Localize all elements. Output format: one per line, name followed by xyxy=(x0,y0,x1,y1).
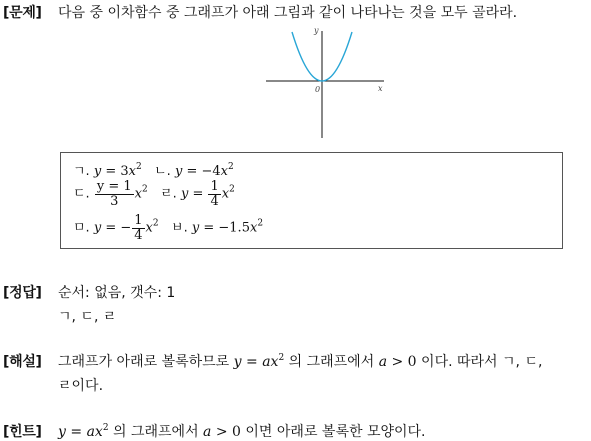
choice-row-1 xyxy=(73,160,234,179)
choice-lhs: y xyxy=(93,220,102,236)
choices-box xyxy=(60,152,563,249)
choice-mark: ㄱ. xyxy=(73,164,90,179)
hint-post: 이면 아래로 볼록한 모양이다. xyxy=(240,424,426,440)
answer-label: [정답] xyxy=(3,285,42,301)
choice-exp: 2 xyxy=(152,218,159,229)
choice-var: x xyxy=(134,186,142,202)
origin-label: 0 xyxy=(315,85,321,94)
explanation-line-1 xyxy=(58,351,542,371)
choice-exp: 2 xyxy=(141,184,148,195)
choice-var: x xyxy=(220,164,228,179)
choice-eq: = −1.5 xyxy=(199,220,250,236)
choice-lhs: y xyxy=(180,186,189,202)
parabola-graph xyxy=(262,27,386,139)
answer-value: ㄱ, ㄷ, ㄹ xyxy=(58,309,117,325)
fraction xyxy=(95,180,134,208)
hint-mid: 의 그래프에서 xyxy=(108,424,204,440)
explanation-post: 이다. 따라서 ㄱ, ㄷ, xyxy=(416,354,543,370)
choice-eq: = 3 xyxy=(101,164,129,179)
choice-mark: ㄴ. xyxy=(154,164,171,179)
y-axis-label: y xyxy=(314,27,319,35)
formula-eq: = xyxy=(241,354,263,370)
fraction-numerator: y = 1 xyxy=(96,179,132,194)
explanation-label: [해설] xyxy=(3,354,42,370)
choice-mark: ㅂ. xyxy=(171,220,188,236)
problem-label: [문제] xyxy=(3,5,42,21)
x-axis-label: x xyxy=(378,84,383,93)
formula-exp: 2 xyxy=(102,423,109,433)
fraction xyxy=(208,180,220,208)
choice-mark: ㅁ. xyxy=(73,220,90,236)
choice-var: x xyxy=(221,186,230,202)
choice-exp: 2 xyxy=(135,162,142,172)
cond-rest: > 0 xyxy=(387,354,417,370)
choice-var: x xyxy=(128,164,136,179)
choice-lhs: y xyxy=(191,220,200,236)
choice-eq: = −4 xyxy=(182,164,221,179)
formula-y: y xyxy=(58,424,66,440)
fraction-numerator: 1 xyxy=(134,213,143,228)
formula-y: y xyxy=(233,354,242,370)
choice-mark: ㄹ. xyxy=(160,186,177,202)
explanation-mid: 의 그래프에서 xyxy=(284,354,379,370)
cond-a: a xyxy=(378,354,388,370)
hint-label: [힌트] xyxy=(3,424,42,440)
formula-ax: ax xyxy=(86,424,103,440)
fraction-denominator: 3 xyxy=(110,193,119,209)
choice-exp: 2 xyxy=(257,218,264,229)
choice-var: x xyxy=(145,220,153,236)
choice-row-3 xyxy=(73,214,263,242)
fraction-denominator: 4 xyxy=(134,227,143,243)
answer-meta: 순서: 없음, 갯수: 1 xyxy=(58,285,176,301)
fraction-numerator: 1 xyxy=(210,179,219,194)
hint-line xyxy=(58,421,426,441)
cond-rest: > 0 xyxy=(211,424,241,440)
choice-var: x xyxy=(249,220,258,236)
choice-mark: ㄷ. xyxy=(73,186,90,202)
choice-eq: = − xyxy=(101,220,132,236)
cond-a: a xyxy=(203,424,212,440)
choice-lhs: y xyxy=(174,164,183,179)
choice-exp: 2 xyxy=(228,162,234,172)
fraction xyxy=(132,214,144,242)
choice-lhs: y xyxy=(93,164,102,179)
formula-ax: ax xyxy=(262,354,279,370)
choice-eq: = xyxy=(188,186,208,202)
choice-exp: 2 xyxy=(229,184,235,195)
formula-eq: = xyxy=(65,424,87,440)
explanation-pre: 그래프가 아래로 볼록하므로 xyxy=(58,354,234,370)
choice-row-2 xyxy=(73,180,235,208)
problem-text: 다음 중 이차함수 중 그래프가 아래 그림과 같이 나타나는 것을 모두 골라라. xyxy=(58,5,518,21)
fraction-denominator: 4 xyxy=(210,193,219,209)
explanation-line-2: ㄹ이다. xyxy=(58,378,104,394)
formula-exp: 2 xyxy=(278,353,285,363)
